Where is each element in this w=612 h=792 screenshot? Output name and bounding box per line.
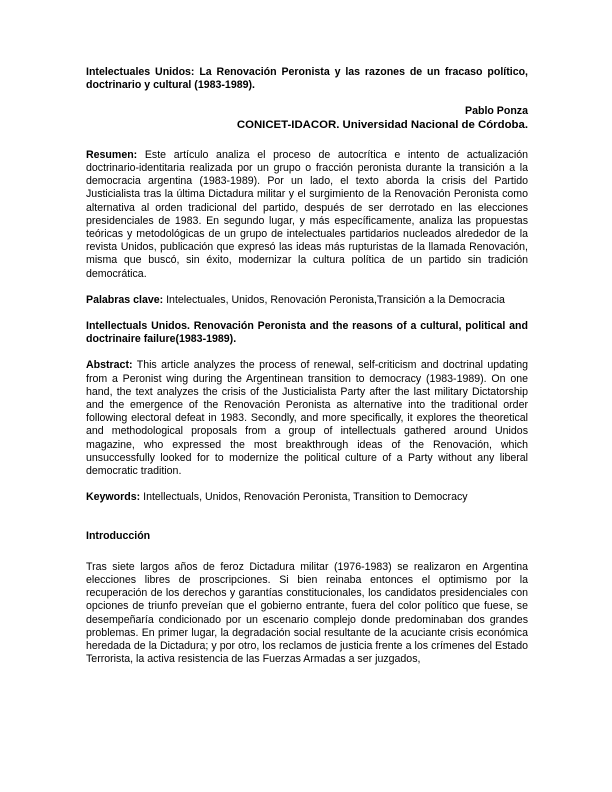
author-affiliation: CONICET-IDACOR. Universidad Nacional de Córdoba. [236, 118, 528, 131]
keywords-label: Keywords: [86, 491, 141, 504]
document-page [86, 66, 528, 666]
palabras-clave-label: Palabras clave: [86, 293, 164, 306]
introduccion-paragraph: Tras siete largos años de feroz Dictadura militar (1976-1983) se realizaron en Argentina elecciones libres de proscripciones. Si bien reinaba entonces el optimismo por la recuperación de los derechos y garantías constitucionales, los candidatos presidenciales con opciones de triunfo preveían que el gobierno entrante, fuera del color político que fuese, se desempeñaría condicionado por un escenario complejo donde predominaban dos grandes problemas. En primer lugar, la degradación social resultante de la acuciante crisis económica heredada de la Dictadura; y por otro, los reclamos de justicia frente a los crímenes del Estado Terrorista, la activa resistencia de las Fuerzas Armadas a ser juzgados, [86, 560, 528, 666]
author-name: Pablo Ponza [465, 105, 528, 118]
abstract-text: This article analyzes the process of renewal, self-criticism and doctrinal updating from a Peronist wing during the Argentinean transition to democracy (1983-1989). On one hand, the text analyzes the crisis of the Justicialista Party after the last military Dictatorship and the emergence of the Renovación Peronista as alternative into the traditional order following electoral defeat in 1983. Secondly, and more specifically, it explores the theoretical and methodological proposals from a group of intellectuals gathered around Unidos magazine, who expressed the most breakthrough ideas of the Renovación, which unsuccessfully looked for to modernize the political culture of a Party without any liberal democratic tradition. [86, 359, 528, 478]
resumen-paragraph [86, 149, 528, 281]
resumen-text: Este artículo analiza el proceso de autocrítica e intento de actualización doctrinario-identitaria realizada por un grupo o fracción peronista durante la transición a la democracia argentina (1983-1989). Por un lado, el texto aborda la crisis del Partido Justicialista tras la última Dictadura militar y el surgimiento de la Renovación Peronista como alternativa al orden tradicional del partido, después de ser derrotado en las elecciones presidenciales de 1983. En segundo lugar, y más específicamente, analiza las propuestas teóricas y metodológicas de un grupo de intelectuales partidarios nucleados alrededor de la revista Unidos, publicación que expresó las ideas más rupturistas de la llamada Renovación, misma que buscó, sin éxito, modernizar la cultura política de un partido sin tradición democrática. [86, 148, 528, 280]
palabras-clave-text: Intelectuales, Unidos, Renovación Peronista,Transición a la Democracia [166, 293, 505, 306]
abstract-paragraph [86, 359, 528, 478]
resumen-label: Resumen: [86, 148, 138, 161]
paper-title-english: Intellectuals Unidos. Renovación Peronista and the reasons of a cultural, political and doctrinaire failure(1983-1989). [86, 320, 528, 346]
keywords-paragraph [86, 491, 528, 504]
abstract-label: Abstract: [86, 359, 133, 372]
section-heading-introduccion: Introducción [86, 530, 151, 543]
keywords-text: Intellectuals, Unidos, Renovación Peronista, Transition to Democracy [143, 491, 468, 504]
palabras-clave-paragraph [86, 294, 528, 307]
paper-title-spanish: Intelectuales Unidos: La Renovación Peronista y las razones de un fracaso político, doctrinario y cultural (1983-1989). [86, 66, 528, 92]
